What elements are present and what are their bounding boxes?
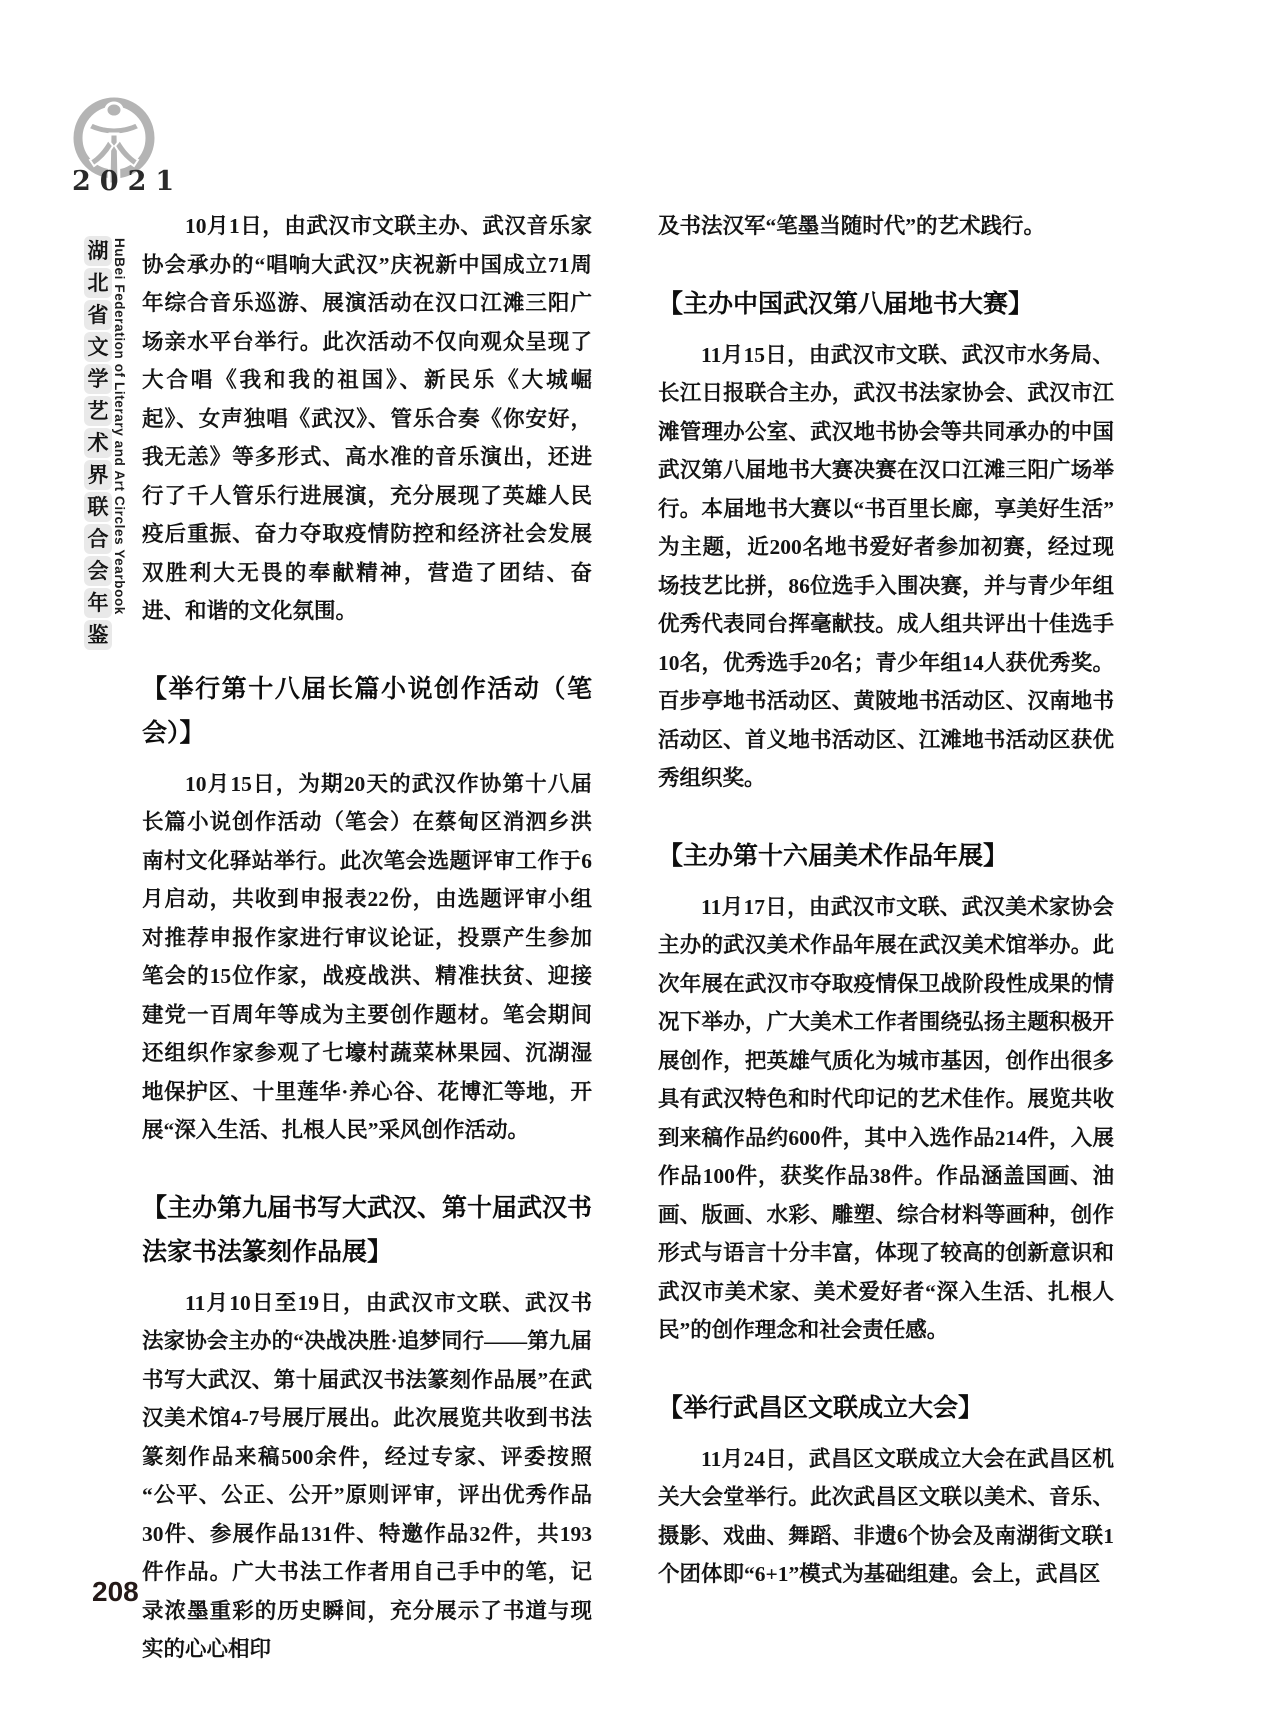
section-heading: 【举行武昌区文联成立大会】 bbox=[658, 1393, 984, 1422]
paragraph: 10月1日，由武汉市文联主办、武汉音乐家协会承办的“唱响大武汉”庆祝新中国成立71周年综合音乐巡游、展演活动在汉口江滩三阳广场亲水平台举行。此次活动不仅向观众呈现了大合唱《我和我的祖国》、新民乐《大城崛起》、女声独唱《武汉》、管乐合奏《你安好，我无恙》等多形式、高水准的音乐演出，还进行了千人管乐行进展演，充分展现了英雄人民疫后重振、奋力夺取疫情防控和经济社会发展双胜利大无畏的奉献精神，营造了团结、奋进、和谐的文化氛围。 bbox=[142, 214, 592, 623]
sidebar-char: 术 bbox=[84, 428, 112, 458]
paragraph: 11月17日，由武汉市文联、武汉美术家协会主办的武汉美术作品年展在武汉美术馆举办。此次年展在武汉市夺取疫情保卫战阶段性成果的情况下举办，广大美术工作者围绕弘扬主题积极开展创作，把英雄气质化为城市基因，创作出很多具有武汉特色和时代印记的艺术佳作。展览共收到来稿作品约600件，其中入选作品214件，入展作品100件，获奖作品38件。作品涵盖国画、油画、版画、水彩、雕塑、综合材料等画种，创作形式与语言十分丰富，体现了较高的创新意识和武汉市美术家、美术爱好者“深入生活、扎根人民”的创作理念和社会责任感。 bbox=[658, 894, 1114, 1342]
sidebar-char: 界 bbox=[84, 460, 112, 490]
sidebar-char: 会 bbox=[84, 556, 112, 586]
paragraph: 10月15日，为期20天的武汉作协第十八届长篇小说创作活动（笔会）在蔡甸区消泗乡洪南村文化驿站举行。此次笔会选题评审工作于6月启动，共收到申报表22份，由选题评审小组对推荐申报作家进行审议论证，投票产生参加笔会的15位作家，战疫战洪、精准扶贫、迎接建党一百周年等成为主要创作题材。笔会期间还组织作家参观了七壕村蔬菜林果园、沉湖湿地保护区、十里莲华·养心谷、花博汇等地，开展“深入生活、扎根人民”采风创作活动。 bbox=[142, 771, 592, 1142]
paragraph: 11月24日，武昌区文联成立大会在武昌区机关大会堂举行。此次武昌区文联以美术、音乐、摄影、戏曲、舞蹈、非遗6个协会及南湖街文联1个团体即“6+1”模式为基础组建。会上，武昌区 bbox=[658, 1446, 1114, 1586]
section-heading: 【主办中国武汉第八届地书大赛】 bbox=[658, 289, 1034, 318]
sidebar-char: 湖 bbox=[84, 236, 112, 266]
sidebar-char: 文 bbox=[84, 332, 112, 362]
sidebar-char: 省 bbox=[84, 300, 112, 330]
paragraph: 11月15日，由武汉市文联、武汉市水务局、长江日报联合主办，武汉书法家协会、武汉市江滩管理办公室、武汉地书协会等共同承办的中国武汉第八届地书大赛决赛在汉口江滩三阳广场举行。本届地书大赛以“书百里长廊，享美好生活”为主题，近200名地书爱好者参加初赛，经过现场技艺比拼，86位选手入围决赛，并与青少年组优秀代表同台挥毫献技。成人组共评出十佳选手10名，优秀选手20名；青少年组14人获优秀奖。百步亭地书活动区、黄陂地书活动区、汉南地书活动区、首义地书活动区、江滩地书活动区获优秀组织奖。 bbox=[658, 342, 1114, 790]
sidebar-char: 年 bbox=[84, 588, 112, 618]
sidebar-char: 艺 bbox=[84, 396, 112, 426]
sidebar-char: 合 bbox=[84, 524, 112, 554]
page-number: 208 bbox=[92, 1576, 139, 1607]
right-column bbox=[658, 207, 1114, 1594]
paragraph-continuation: 及书法汉军“笔墨当随时代”的艺术践行。 bbox=[658, 214, 1046, 238]
sidebar-char: 联 bbox=[84, 492, 112, 522]
edition-year: 2021 bbox=[72, 166, 184, 197]
section-heading: 【主办第十六届美术作品年展】 bbox=[658, 841, 1009, 870]
sidebar-char: 北 bbox=[84, 268, 112, 298]
section-heading: 【主办第九届书写大武汉、第十届武汉书法家书法篆刻作品展】 bbox=[142, 1193, 593, 1266]
sidebar-char: 鉴 bbox=[84, 620, 112, 650]
sidebar-title-chinese bbox=[84, 236, 112, 652]
paragraph: 11月10日至19日，由武汉市文联、武汉书法家协会主办的“决战决胜·追梦同行——第九届书写大武汉、第十届武汉书法篆刻作品展”在武汉美术馆4-7号展厅展出。此次展览共收到书法篆刻作品来稿500余件，经过专家、评委按照“公平、公正、公开”原则评审，评出优秀作品30件、参展作品131件、特邀作品32件，共193件作品。广大书法工作者用自己手中的笔，记录浓墨重彩的历史瞬间，充分展示了书道与现实的心心相印 bbox=[142, 1290, 592, 1661]
left-column bbox=[142, 207, 592, 1669]
section-heading: 【举行第十八届长篇小说创作活动（笔会）】 bbox=[142, 674, 592, 747]
sidebar-title-english: HuBei Federation of Literary and Art Circles Yearbook bbox=[112, 238, 127, 615]
sidebar-char: 学 bbox=[84, 364, 112, 394]
